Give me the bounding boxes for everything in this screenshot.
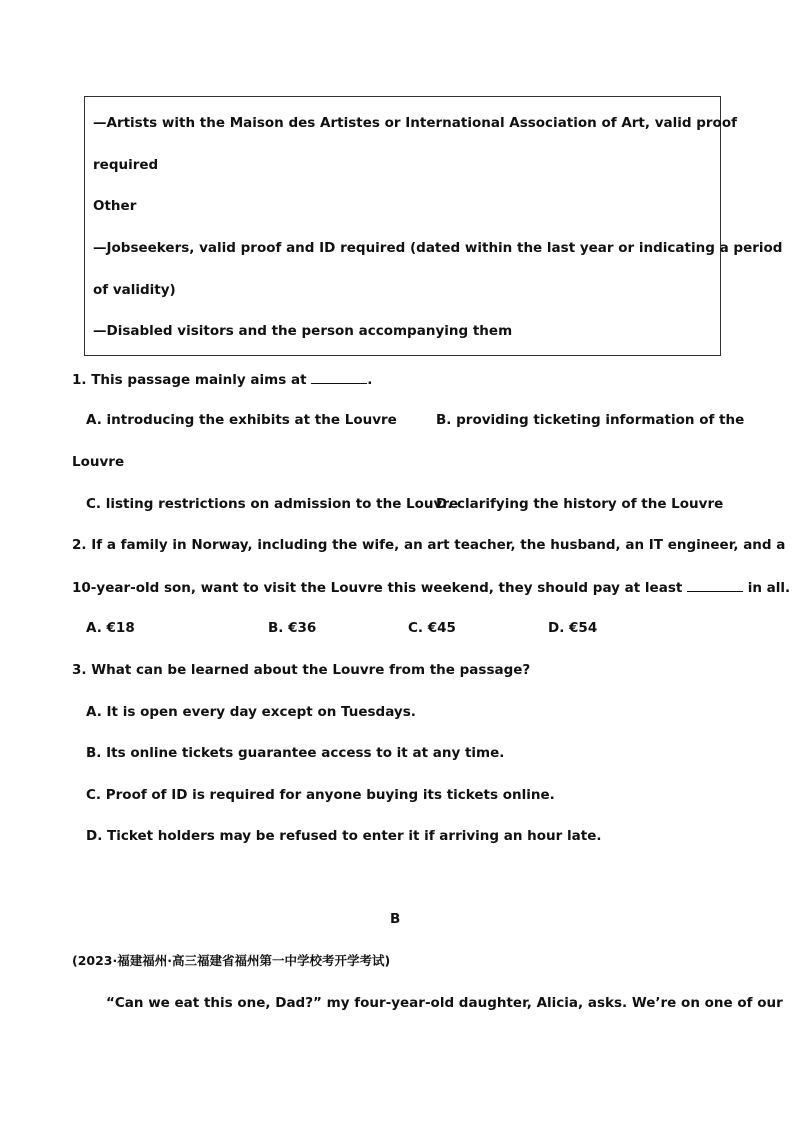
- q3-option-c: C. Proof of ID is required for anyone buying its tickets online.: [86, 787, 555, 803]
- question-1-stem: [72, 371, 372, 388]
- question-3-stem: 3. What can be learned about the Louvre from the passage?: [72, 662, 531, 678]
- info-box: [84, 96, 721, 356]
- box-line-other: Other: [93, 198, 137, 214]
- q3-option-b: B. Its online tickets guarantee access to it at any time.: [86, 745, 505, 761]
- box-line-disabled: —Disabled visitors and the person accompanying them: [93, 323, 513, 339]
- source-line: (2023·福建福州·高三福建省福州第一中学校考开学考试): [72, 953, 391, 968]
- question-1-text: 1. This passage mainly aims at: [72, 372, 307, 388]
- q1-option-c: C. listing restrictions on admission to the Louvre: [86, 496, 459, 512]
- question-2-text-2: 10-year-old son, want to visit the Louvre this weekend, they should pay at least: [72, 580, 683, 596]
- box-line-required: required: [93, 157, 159, 173]
- question-2-line-2: [72, 579, 790, 596]
- question-2-text-1: 2. If a family in Norway, including the wife, an art teacher, the husband, an IT engineer, and a: [72, 537, 786, 553]
- q2-option-d: D. €54: [548, 620, 598, 636]
- answer-blank-2: [687, 579, 743, 592]
- box-line-validity: of validity): [93, 282, 176, 298]
- q2-option-b: B. €36: [268, 620, 317, 636]
- q3-option-d: D. Ticket holders may be refused to enter it if arriving an hour late.: [86, 828, 602, 844]
- q1-option-b-cont: Louvre: [72, 454, 125, 470]
- q1-option-d: D. clarifying the history of the Louvre: [436, 496, 724, 512]
- q1-option-a: A. introducing the exhibits at the Louvre: [86, 412, 397, 428]
- q1-option-b: B. providing ticketing information of the: [436, 412, 745, 428]
- q2-option-c: C. €45: [408, 620, 456, 636]
- q3-option-a: A. It is open every day except on Tuesdays.: [86, 704, 416, 720]
- answer-blank: [311, 371, 367, 384]
- question-1-end: .: [367, 372, 373, 388]
- question-2-line-1: [72, 537, 786, 553]
- box-line-jobseekers: —Jobseekers, valid proof and ID required (dated within the last year or indicating a period: [93, 240, 783, 256]
- q2-option-a: A. €18: [86, 620, 135, 636]
- question-2-text-3: in all.: [747, 580, 791, 596]
- section-heading: B: [390, 911, 401, 927]
- passage-first-line: “Can we eat this one, Dad?” my four-year-old daughter, Alicia, asks. We’re on one of our: [106, 995, 783, 1011]
- box-line-artists: —Artists with the Maison des Artistes or International Association of Art, valid proof: [93, 115, 737, 131]
